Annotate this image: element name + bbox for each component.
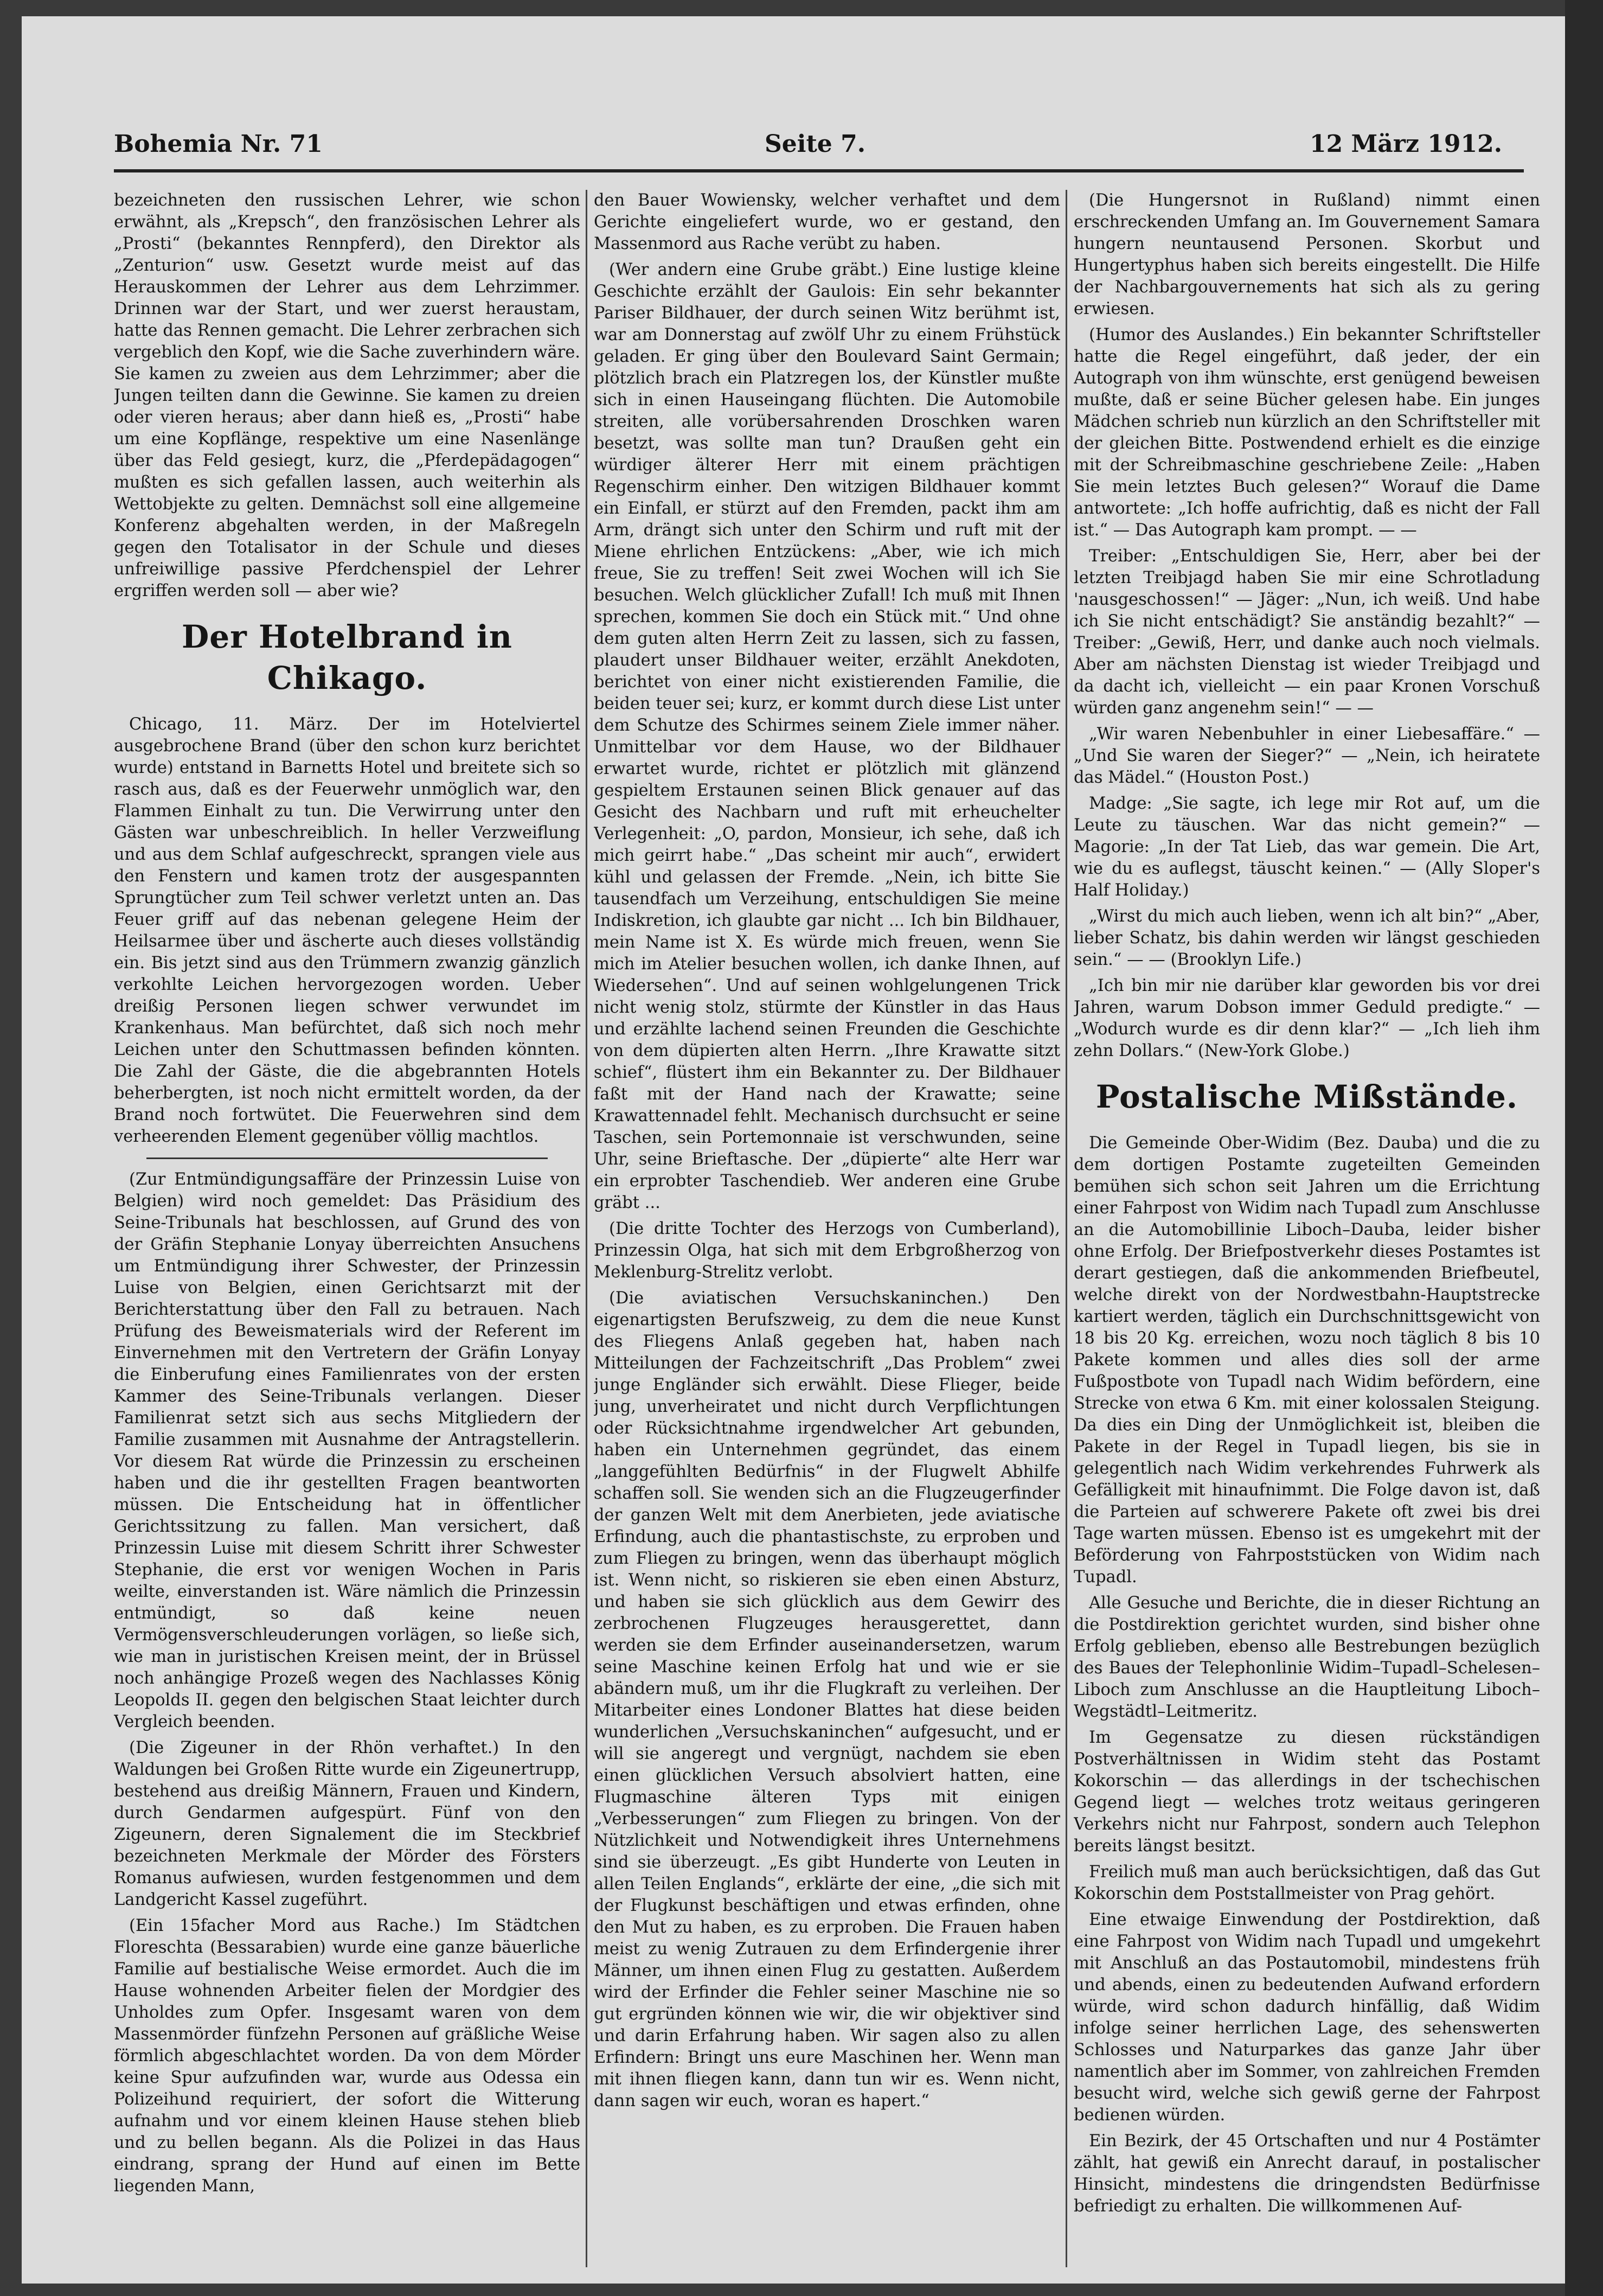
headline-postalische: Postalische Mißstände. [1095,1078,1518,1115]
column-1 [114,190,580,2267]
article-paragraph: (Die Hungersnot in Rußland) nimmt einen erschreckenden Umfang an. Im Gouvernement Samara hungern neuntausend Personen. Skorbut und Hungertyphus haben sich bereits eingestellt. Die Hilfe der Nachbargouvernements hat sich als zu gering erwiesen. [1074,191,1540,318]
column-2 [594,190,1060,2267]
header-rule [114,169,1524,172]
article-paragraph: (Humor des Auslandes.) Ein bekannter Schriftsteller hatte die Regel eingeführt, daß jeder, der ein Autograph von ihm wünschte, erst genügend beweisen mußte, daß er seine Bücher gelesen habe. Ein junges Mädchen schrieb nun kürzlich an den Schriftsteller mit der gleichen Bitte. Postwendend erhielt es die einzige mit der Schreibmaschine geschriebene Zeile: „Haben Sie mein letztes Buch gelesen?“ Worauf die Dame antwortete: „Ich hoffe aufrichtig, daß es nicht der Fall ist.“ — Das Autograph kam prompt. — — [1074,325,1540,540]
article-paragraph: (Ein 15facher Mord aus Rache.) Im Städtchen Floreschta (Bessarabien) wurde eine ganze bäuerliche Familie auf bestialische Weise ermordet. Auch die im Hause wohnenden Arbeiter fielen der Mordgier des Unholdes zum Opfer. Insgesamt waren von dem Massenmörder fünfzehn Personen auf gräßliche Weise förmlich abgeschlachtet worden. Da von dem Mörder keine Spur aufzufinden war, wurde aus Odessa ein Polizeihund requiriert, der sofort die Witterung aufnahm und vor einem kleinen Hause stehen blieb und zu bellen begann. Als die Polizei in das Haus eindrang, sprang der Hund auf einen im Bette liegenden Mann, [114,1916,580,2196]
header-right: 12 März 1912. [1310,130,1503,158]
article-paragraph: Madge: „Sie sagte, ich lege mir Rot auf, um die Leute zu täuschen. War das nicht gemein?“ — Magorie: „In der Tat Lieb, das war gemein. Die Art, wie du es auflegst, täuscht keinen.“ — (Ally Sloper's Half Holiday.) [1074,794,1540,900]
article-paragraph: bezeichneten den russischen Lehrer, wie schon erwähnt, als „Krepsch“, den französischen Lehrer als „Prosti“ (bekanntes Rennpferd), den Direktor als „Zenturion“ usw. Gesetzt wurde meist auf das Herauskommen der Lehrer aus dem Lehrzimmer. Drinnen war der Start, und wer zuerst heraustam, hatte das Rennen gemacht. Die Lehrer zerbrachen sich vergeblich den Kopf, wie die Sache zuverhindern wäre. Sie kamen zu zweien aus dem Lehrzimmer; aber die Jungen teilten dann die Gewinne. Sie kamen zu dreien oder vieren heraus; aber dann hieß es, „Prosti“ habe um eine Kopflänge, respektive um eine Nasenlänge über das Feld gesiegt, kurz, die „Pferdepädagogen“ mußten es sich gefallen lassen, auch weiterhin als Wettobjekte zu gelten. Demnächst soll eine allgemeine Konferenz abgehalten werden, in der Maßregeln gegen den Totalisator in der Schule und dieses unfreiwillige passive Pferdchenspiel der Lehrer ergriffen werden soll — aber wie? [114,191,580,600]
article-paragraph: Alle Gesuche und Berichte, die in dieser Richtung an die Postdirektion gerichtet wurden, sind bisher ohne Erfolg geblieben, ebenso alle Bestrebungen bezüglich des Baues der Telephonlinie Widim–Tupadl–Schelesen–Liboch zum Anschlusse an die Hauptleitung Liboch–Wegstädtl–Leitmeritz. [1074,1594,1540,1721]
column-3 [1074,190,1540,2267]
column-rule [1066,190,1067,2267]
article-paragraph: (Die aviatischen Versuchskaninchen.) Den eigenartigsten Berufszweig, zu dem die neue Kunst des Fliegens Anlaß gegeben hat, haben nach Mitteilungen der Fachzeitschrift „Das Problem“ zwei junge Engländer sich erwählt. Diese Flieger, beide jung, unverheiratet und nicht durch Verpflichtungen oder Rücksichtnahme irgendwelcher Art gebunden, haben ein Unternehmen gegründet, das einem „langgefühlten Bedürfnis“ in der Flugwelt Abhilfe schaffen soll. Sie wenden sich an die Flugzeugerfinder der ganzen Welt mit dem Anerbieten, jede aviatische Erfindung, auch die phantastischste, zu erproben und zum Fliegen zu bringen, wenn das überhaupt möglich ist. Wenn nicht, so riskieren sie eben einen Absturz, und haben sie sich glücklich aus dem Gewirr des zerbrochenen Flugzeuges herausgerettet, dann werden sie dem Erfinder auseinandersetzen, warum seine Maschine keinen Erfolg hat und wie er sie abändern muß, um ihr die Flugkraft zu verleihen. Der Mitarbeiter eines Londoner Blattes hat diese beiden wunderlichen „Versuchskaninchen“ aufgesucht, und er will sie angeregt und vergnügt, nachdem sie eben einen glücklichen Versuch absolviert hatten, eine Flugmaschine älteren Typs mit einigen „Verbesserungen“ zum Fliegen zu bringen. Von der Nützlichkeit und Notwendigkeit ihres Unternehmens sind sie überzeugt. „Es gibt Hunderte von Leuten in allen Teilen Englands“, erklärte der eine, „die sich mit der Flugkunst beschäftigen und etwas erfinden, ohne den Mut zu haben, es zu erproben. Die Frauen haben meist zu wenig Zutrauen zu dem Erfindergenie ihrer Männer, um ihnen einen Flug zu gestatten. Außerdem wird der Erfinder die Fehler seiner Maschine nie so gut ergründen können wie wir, die wir objektiver sind und darin Erfahrung haben. Wir sagen also zu allen Erfindern: Bringt uns eure Maschinen her. Wenn man mit ihnen fliegen kann, dann tun wir es. Wenn nicht, dann sagen wir euch, woran es hapert.“ [594,1289,1060,2110]
article-paragraph: Eine etwaige Einwendung der Postdirektion, daß eine Fahrpost von Widim nach Tupadl und umgekehrt mit Anschluß an das Postautomobil, mindestens früh und abends, einen zu bedeutenden Aufwand erfordern würde, wird schon dadurch hinfällig, daß Widim infolge seiner herrlichen Lage, des sehenswerten Schlosses und Naturparkes das ganze Jahr über namentlich aber im Sommer, von zahlreichen Fremden besucht wird, welche sich gewiß gerne der Fahrpost bedienen würden. [1074,1910,1540,2125]
article-paragraph: (Die Zigeuner in der Rhön verhaftet.) In den Waldungen bei Großen Ritte wurde ein Zigeunertrupp, bestehend aus dreißig Männern, Frauen und Kindern, durch Gendarmen aufgespürt. Fünf von den Zigeunern, deren Signalement die im Steckbrief bezeichneten Merkmale der Mörder des Försters Romanus aufwiesen, wurden festgenommen und dem Landgericht Kassel zugeführt. [114,1738,580,1909]
article-paragraph: Treiber: „Entschuldigen Sie, Herr, aber bei der letzten Treibjagd haben Sie mir eine Schrotladung 'nausgeschossen!“ — Jäger: „Nun, ich weiß. Und habe ich Sie nicht entschädigt? Sie anständig bezahlt?“ — Treiber: „Gewiß, Herr, und danke auch noch vielmals. Aber am nächsten Dienstag ist wieder Treibjagd und da dacht ich, vielleicht — ein paar Kronen Vorschuß würden ganz angenehm sein!“ — — [1074,547,1540,718]
headline-hotelbrand: Der Hotelbrand in Chikago. [182,618,512,696]
scan-edge [1565,0,1603,2296]
article-paragraph: „Wirst du mich auch lieben, wenn ich alt bin?“ „Aber, lieber Schatz, bis dahin werden wir längst geschieden sein.“ — — (Brooklyn Life.) [1074,907,1540,969]
header-left: Bohemia Nr. 71 [114,130,323,158]
column-rule [586,190,587,2267]
article-paragraph: „Ich bin mir nie darüber klar geworden bis vor drei Jahren, warum Dobson immer Geduld predigte.“ — „Wodurch wurde es dir denn klar?“ — „Ich lieh ihm zehn Dollars.“ (New-York Globe.) [1074,976,1540,1060]
article-paragraph: Die Gemeinde Ober-Widim (Bez. Dauba) und die zu dem dortigen Postamte zugeteilten Gemeinden bemühen sich schon seit Jahren um die Errichtung einer Fahrpost von Widim nach Tupadl zum Anschlusse an die Automobillinie Liboch–Dauba, leider bisher ohne Erfolg. Der Briefpostverkehr dieses Postamtes ist derart gestiegen, daß die ankommenden Briefbeutel, welche direkt von der Nordwestbahn-Hauptstrecke kartiert werden, täglich ein Durchschnittsgewicht von 18 bis 20 Kg. erreichen, wozu noch täglich 8 bis 10 Pakete kommen und alles dies soll der arme Fußpostbote von Tupadl nach Widim befördern, eine Strecke von etwa 6 Km. mit einer kolossalen Steigung. Da dies ein Ding der Unmöglichkeit ist, bleiben die Pakete in der Regel in Tupadl liegen, bis sie in gelegentlich nach Widim verkehrendes Fuhrwerk als Gefälligkeit mit hinaufnimmt. Die Folge davon ist, daß die Parteien auf schwerere Pakete oft zwei bis drei Tage warten müssen. Ebenso ist es umgekehrt mit der Beförderung von Fahrpoststücken von Widim nach Tupadl. [1074,1134,1540,1587]
article-paragraph: (Die dritte Tochter des Herzogs von Cumberland), Prinzessin Olga, hat sich mit dem Erbgroßherzog von Meklenburg-Strelitz verlobt. [594,1219,1060,1282]
header-center: Seite 7. [765,130,866,158]
article-paragraph: Freilich muß man auch berücksichtigen, daß das Gut Kokorschin dem Poststallmeister von Prag gehört. [1074,1863,1540,1903]
article-paragraph: Ein Bezirk, der 45 Ortschaften und nur 4 Postämter zählt, hat gewiß ein Anrecht darauf, in postalischer Hinsicht, mindestens die dringendsten Bedürfnisse befriedigt zu erhalten. Die willkommenen Auf- [1074,2132,1540,2216]
article-paragraph: (Zur Entmündigungsaffäre der Prinzessin Luise von Belgien) wird noch gemeldet: Das Präsidium des Seine-Tribunals hat beschlossen, auf Grund des von der Gräfin Stephanie Lonyay überreichten Ansuchens um Entmündigung ihrer Schwester, der Prinzessin Luise von Belgien, einen Gerichtsarzt mit der Berichterstattung über den Fall zu betrauen. Nach Prüfung des Beweismaterials wird der Referent im Einvernehmen mit den Vertretern der Gräfin Lonyay die Einberufung eines Familienrates von der ersten Kammer des Seine-Tribunals verlangen. Dieser Familienrat setzt sich aus sechs Mitgliedern der Familie zusammen mit Ausnahme der Antragstellerin. Vor diesem Rat würde die Prinzessin zu erscheinen haben und die ihr gestellten Fragen beantworten müssen. Die Entscheidung hat in öffentlicher Gerichtssitzung zu fallen. Man versichert, daß Prinzessin Luise mit diesem Schritt ihrer Schwester Stephanie, die erst vor wenigen Wochen in Paris weilte, einverstanden ist. Wäre nämlich die Prinzessin entmündigt, so daß keine neuen Vermögensverschleuderungen vorlägen, so ließe sich, wie man in juristischen Kreisen meint, der in Brüssel noch anhängige Prozeß wegen des Nachlasses König Leopolds II. gegen den belgischen Staat leichter durch Vergleich beenden. [114,1170,580,1731]
newspaper-page [22,16,1567,2284]
article-paragraph: den Bauer Wowiensky, welcher verhaftet und dem Gerichte eingeliefert wurde, wo er gestand, den Massenmord aus Rache verübt zu haben. [594,191,1060,253]
article-paragraph: „Wir waren Nebenbuhler in einer Liebesaffäre.“ — „Und Sie waren der Sieger?“ — „Nein, ich heiratete das Mädel.“ (Houston Post.) [1074,725,1540,787]
article-paragraph: Im Gegensatze zu diesen rückständigen Postverhältnissen in Widim steht das Postamt Kokorschin — das allerdings in der tschechischen Gegend liegt — welches trotz weitaus geringeren Verkehrs nicht nur Fahrpost, sondern auch Telephon bereits längst besitzt. [1074,1728,1540,1856]
article-paragraph: Chicago, 11. März. Der im Hotelviertel ausgebrochene Brand (über den schon kurz berichtet wurde) entstand in Barnetts Hotel und breitete sich so rasch aus, daß es der Feuerwehr unmöglich war, den Flammen Einhalt zu tun. Die Verwirrung unter den Gästen war unbeschreiblich. In heller Verzweiflung und aus dem Schlaf aufgeschreckt, sprangen viele aus den Fenstern und kamen trotz der ausgespannten Sprungtücher zum Teil schwer verletzt unten an. Das Feuer griff auf das nebenan gelegene Heim der Heilsarmee über und äscherte auch dieses vollständig ein. Bis jetzt sind aus den Trümmern zwanzig gänzlich verkohlte Leichen hervorgezogen worden. Ueber dreißig Personen liegen schwer verwundet im Krankenhaus. Man befürchtet, daß sich noch mehr Leichen unter den Schuttmassen befinden könnten. Die Zahl der Gäste, die die abgebrannten Hotels beherbergten, ist noch nicht ermittelt worden, da der Brand noch fortwütet. Die Feuerwehren sind dem verheerenden Element gegenüber völlig machtlos. [114,715,580,1146]
divider [146,1157,548,1159]
article-paragraph: (Wer andern eine Grube gräbt.) Eine lustige kleine Geschichte erzählt der Gaulois: Ein sehr bekannter Pariser Bildhauer, der durch seinen Witz berühmt ist, war am Donnerstag auf zwölf Uhr zu einem Frühstück geladen. Er ging über den Boulevard Saint Germain; plötzlich brach ein Platzregen los, der Künstler mußte sich in einen Hauseingang flüchten. Die Automobile streiten, alle vorübersahrenden Droschken waren besetzt, was sollte man tun? Draußen geht ein würdiger älterer Herr mit einem prächtigen Regenschirm einher. Den witzigen Bildhauer kommt ein Einfall, er stürzt auf den Fremden, packt ihm am Arm, drängt sich unter den Schirm und ruft mit der Miene ehrlichen Entzückens: „Aber, wie ich mich freue, Sie zu treffen! Seit zwei Wochen will ich Sie besuchen. Welch glücklicher Zufall! Ich muß mit Ihnen sprechen, kommen Sie doch ein Stück mit.“ Und ohne dem guten alten Herrn Zeit zu lassen, sich zu fassen, plaudert unser Bildhauer weiter, erzählt Anekdoten, berichtet von einer nicht existierenden Familie, die beiden teuer sei; kurz, er kommt durch diese List unter dem Schutze des Schirmes seinem Ziele immer näher. Unmittelbar vor dem Hause, wo der Bildhauer erwartet wurde, richtet er plötzlich mit glänzend gespieltem Erstaunen seinen Blick genauer auf das Gesicht des Nachbarn und ruft mit erheuchelter Verlegenheit: „O, pardon, Monsieur, ich sehe, daß ich mich geirrt habe.“ „Das scheint mir auch“, erwidert kühl und gelassen der Fremde. „Nein, ich bitte Sie tausendfach um Verzeihung, entschuldigen Sie meine Indiskretion, ich glaubte gar nicht ... Ich bin Bildhauer, mein Name ist X. Es würde mich freuen, wenn Sie mich im Atelier besuchen wollen, ich danke Ihnen, auf Wiedersehen“. Und auf seinen wohlgelungenen Trick nicht wenig stolz, stürmte der Künstler in das Haus und erzählte lachend seinen Freunden die Geschichte von dem düpierten alten Herrn. „Ihre Krawatte sitzt schief“, flüstert ihm ein Bekannter zu. Der Bildhauer faßt mit der Hand nach der Krawatte; seine Krawattennadel fehlt. Mechanisch durchsucht er seine Taschen, sein Portemonnaie ist verschwunden, seine Uhr, seine Brieftasche. Der „düpierte“ alte Herr war ein erprobter Taschendieb. Wer anderen eine Grube gräbt ... [594,260,1060,1212]
